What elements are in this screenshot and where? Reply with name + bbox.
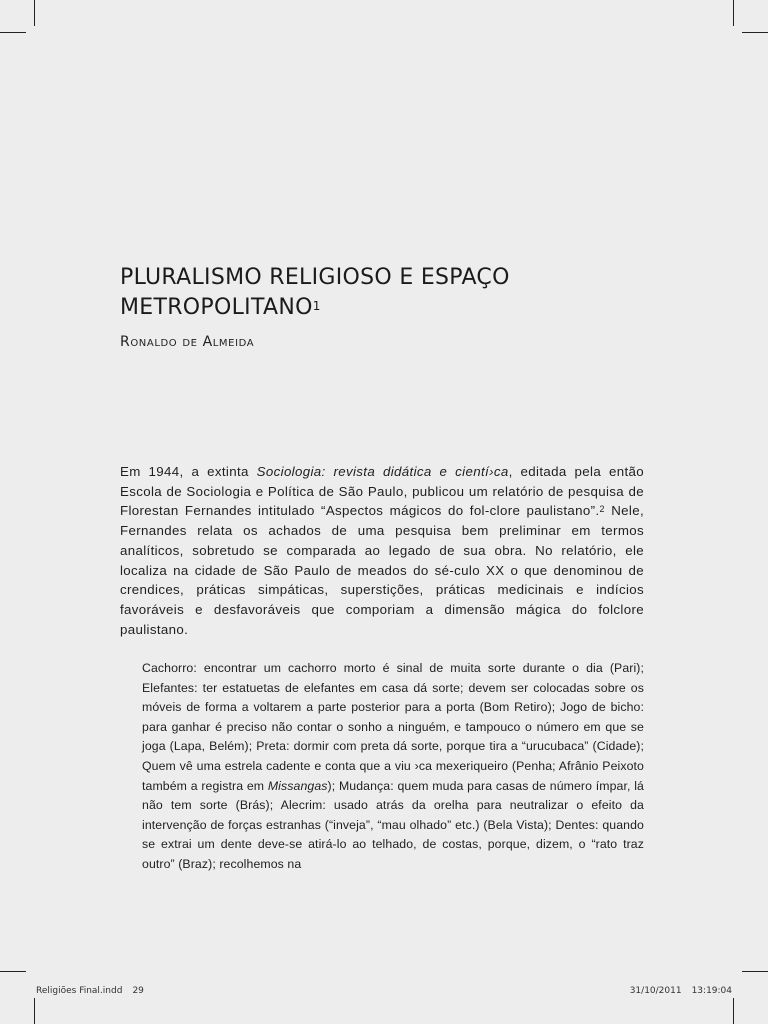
quote-text-2: ); Mudança: quem muda para casas de número ímpar, lá não tem sorte (Brás); Alecrim: usado atrás da orelha para neutralizar o efeito da intervenção de forças estranhas (“inveja”, “mau olhado” etc.) (Bela Vista); Dentes: quando se extrai um dente deve-se atirá-lo ao telhado, de costas, porque, dizem, o “rato traz outro” (Braz); recolhemos na [142,778,644,871]
crop-mark-bottom-right-v [733,998,734,1024]
footer-date: 31/10/2011 [629,986,682,996]
paragraph-text-3: Nele, Fernandes relata os achados de uma pesquisa bem preliminar em termos analíticos, sobretudo se comparada ao legado de sua obra. No relatório, ele localiza na cidade de São Paulo de meados do sé-culo XX o que denominou de crendices, práticas simpáticas, superstições, práticas medicinais e indícios favoráveis e desfavoráveis que comporiam a dimensão mágica do folclore paulistano. [120,503,644,637]
footnote-marker: 2 [599,504,605,515]
footer-time: 13:19:04 [691,986,732,996]
footer-page-number: 29 [132,986,144,996]
author-name: Ronaldo de Almeida [120,334,255,350]
crop-mark-top-left-v [34,0,35,26]
footer-file-info [36,986,144,996]
title-line-2: METROPOLITANO [120,295,313,320]
body-paragraph [120,462,644,639]
quote-book-title: Missangas [267,778,328,793]
article-title [120,263,640,323]
crop-mark-top-right-h [742,32,768,33]
paragraph-text-2: , editada pela então Escola de Sociologia e Política de São Paulo, publicou um relatório de pesquisa de Florestan Fernandes intitulado “Aspectos mágicos do fol-clore paulistano”. [120,464,644,519]
journal-title: Sociologia: revista didática e cientí›ca [256,464,509,479]
crop-mark-top-left-h [0,32,26,33]
paragraph-text-1: Em 1944, a extinta [120,464,257,479]
crop-mark-bottom-right-h [742,971,768,972]
block-quote [142,659,644,875]
title-line-1: PLURALISMO RELIGIOSO E ESPAÇO [120,265,510,290]
crop-mark-bottom-left-h [0,971,26,972]
crop-mark-top-right-v [733,0,734,26]
crop-mark-bottom-left-v [34,998,35,1024]
footer-timestamp [630,986,732,996]
title-footnote-marker: 1 [312,299,321,313]
footer-filename: Religiões Final.indd [36,986,123,996]
quote-text-1: Cachorro: encontrar um cachorro morto é sinal de muita sorte durante o dia (Pari); Elefantes: ter estatuetas de elefantes em casa dá sorte; devem ser colocadas sobre os móveis de forma a voltarem a parte posterior para a porta (Bom Retiro); Jogo de bicho: para ganhar é preciso não contar o sonho a ninguém, e tampouco o número em que se joga (Lapa, Belém); Preta: dormir com preta dá sorte, porque tira a “urucubaca” (Cidade); Quem vê uma estrela cadente e conta que a viu ›ca mexeriqueiro (Penha; Afrânio Peixoto também a registra em [142,661,644,793]
